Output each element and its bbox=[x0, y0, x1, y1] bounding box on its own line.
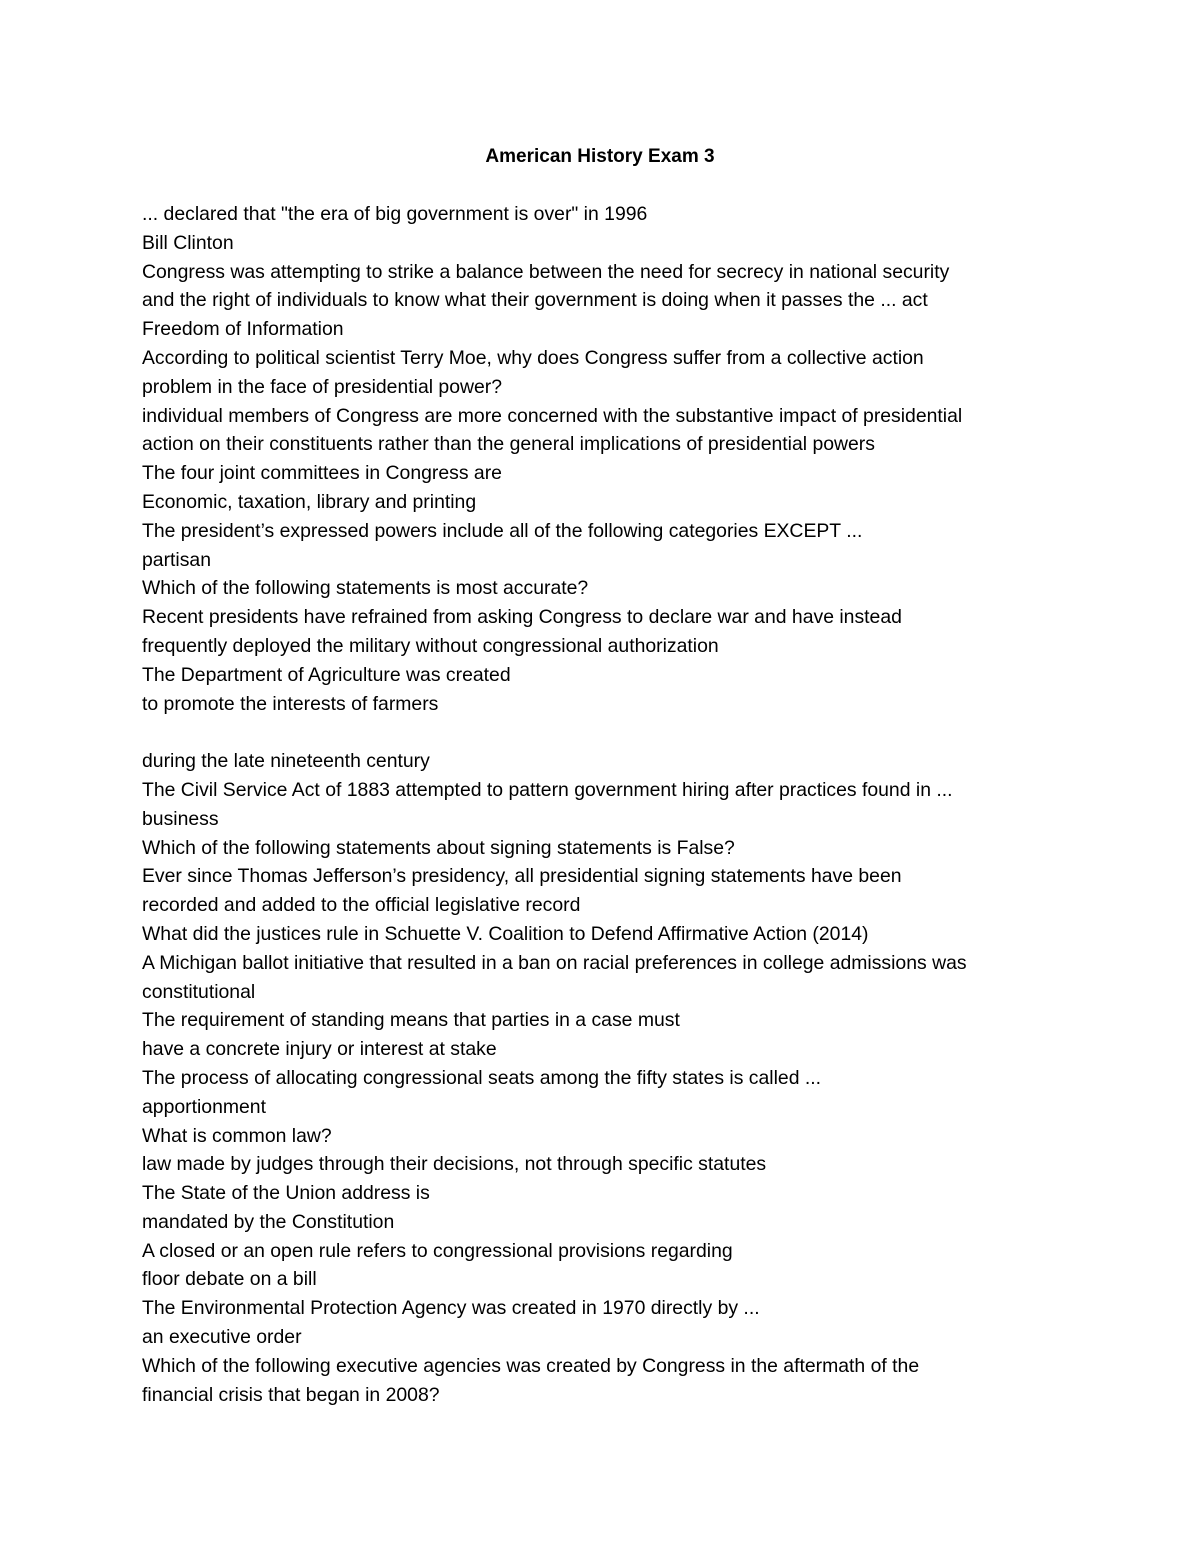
text-line: recorded and added to the official legislative record bbox=[142, 894, 581, 917]
text-line: The requirement of standing means that parties in a case must bbox=[142, 1009, 680, 1032]
text-line: an executive order bbox=[142, 1326, 302, 1349]
text-line: business bbox=[142, 807, 219, 830]
document-body bbox=[142, 200, 1082, 1409]
text-line: financial crisis that began in 2008? bbox=[142, 1383, 440, 1406]
text-line: Freedom of Information bbox=[142, 318, 344, 341]
text-line: Which of the following executive agencies was created by Congress in the aftermath of the bbox=[142, 1354, 920, 1377]
text-line: The four joint committees in Congress are bbox=[142, 462, 502, 485]
text-line: The Department of Agriculture was created bbox=[142, 663, 511, 686]
text-line: A closed or an open rule refers to congressional provisions regarding bbox=[142, 1239, 733, 1262]
text-line: frequently deployed the military without congressional authorization bbox=[142, 634, 719, 657]
blank-line bbox=[142, 718, 1082, 747]
text-line: Economic, taxation, library and printing bbox=[142, 490, 477, 513]
text-line: constitutional bbox=[142, 980, 256, 1003]
text-line: ... declared that "the era of big government is over" in 1996 bbox=[142, 203, 648, 225]
text-line: during the late nineteenth century bbox=[142, 750, 430, 773]
text-line: According to political scientist Terry Moe, why does Congress suffer from a collective action bbox=[142, 346, 924, 369]
text-line: The president’s expressed powers include all of the following categories EXCEPT ... bbox=[142, 519, 863, 542]
text-line: The Civil Service Act of 1883 attempted to pattern government hiring after practices found in ... bbox=[142, 778, 953, 801]
text-line: problem in the face of presidential power? bbox=[142, 375, 503, 398]
text-line: The State of the Union address is bbox=[142, 1182, 430, 1205]
text-line: action on their constituents rather than the general implications of presidential powers bbox=[142, 433, 875, 456]
text-line: The process of allocating congressional seats among the fifty states is called ... bbox=[142, 1066, 822, 1089]
text-line: Ever since Thomas Jefferson’s presidency, all presidential signing statements have been bbox=[142, 865, 902, 888]
text-line: The Environmental Protection Agency was created in 1970 directly by ... bbox=[142, 1297, 760, 1320]
text-line: apportionment bbox=[142, 1095, 266, 1118]
text-line: partisan bbox=[142, 548, 211, 571]
document-title: American History Exam 3 bbox=[485, 146, 715, 167]
text-line: floor debate on a bill bbox=[142, 1268, 317, 1291]
text-line: A Michigan ballot initiative that resulted in a ban on racial preferences in college admissions was bbox=[142, 951, 967, 974]
text-line: Recent presidents have refrained from asking Congress to declare war and have instead bbox=[142, 606, 902, 629]
text-line: Bill Clinton bbox=[142, 231, 234, 254]
text-line: to promote the interests of farmers bbox=[142, 692, 439, 715]
text-line: What did the justices rule in Schuette V. Coalition to Defend Affirmative Action (2014) bbox=[142, 922, 869, 945]
text-line: What is common law? bbox=[142, 1124, 332, 1147]
text-line: and the right of individuals to know what their government is doing when it passes the ... act bbox=[142, 289, 928, 312]
text-line: mandated by the Constitution bbox=[142, 1210, 395, 1233]
text-line: Congress was attempting to strike a balance between the need for secrecy in national security bbox=[142, 260, 950, 283]
text-line: Which of the following statements about signing statements is False? bbox=[142, 836, 735, 859]
text-line: law made by judges through their decisions, not through specific statutes bbox=[142, 1153, 767, 1176]
text-line: have a concrete injury or interest at stake bbox=[142, 1038, 497, 1061]
text-line: individual members of Congress are more concerned with the substantive impact of presidential bbox=[142, 404, 963, 427]
text-line: Which of the following statements is most accurate? bbox=[142, 577, 589, 600]
